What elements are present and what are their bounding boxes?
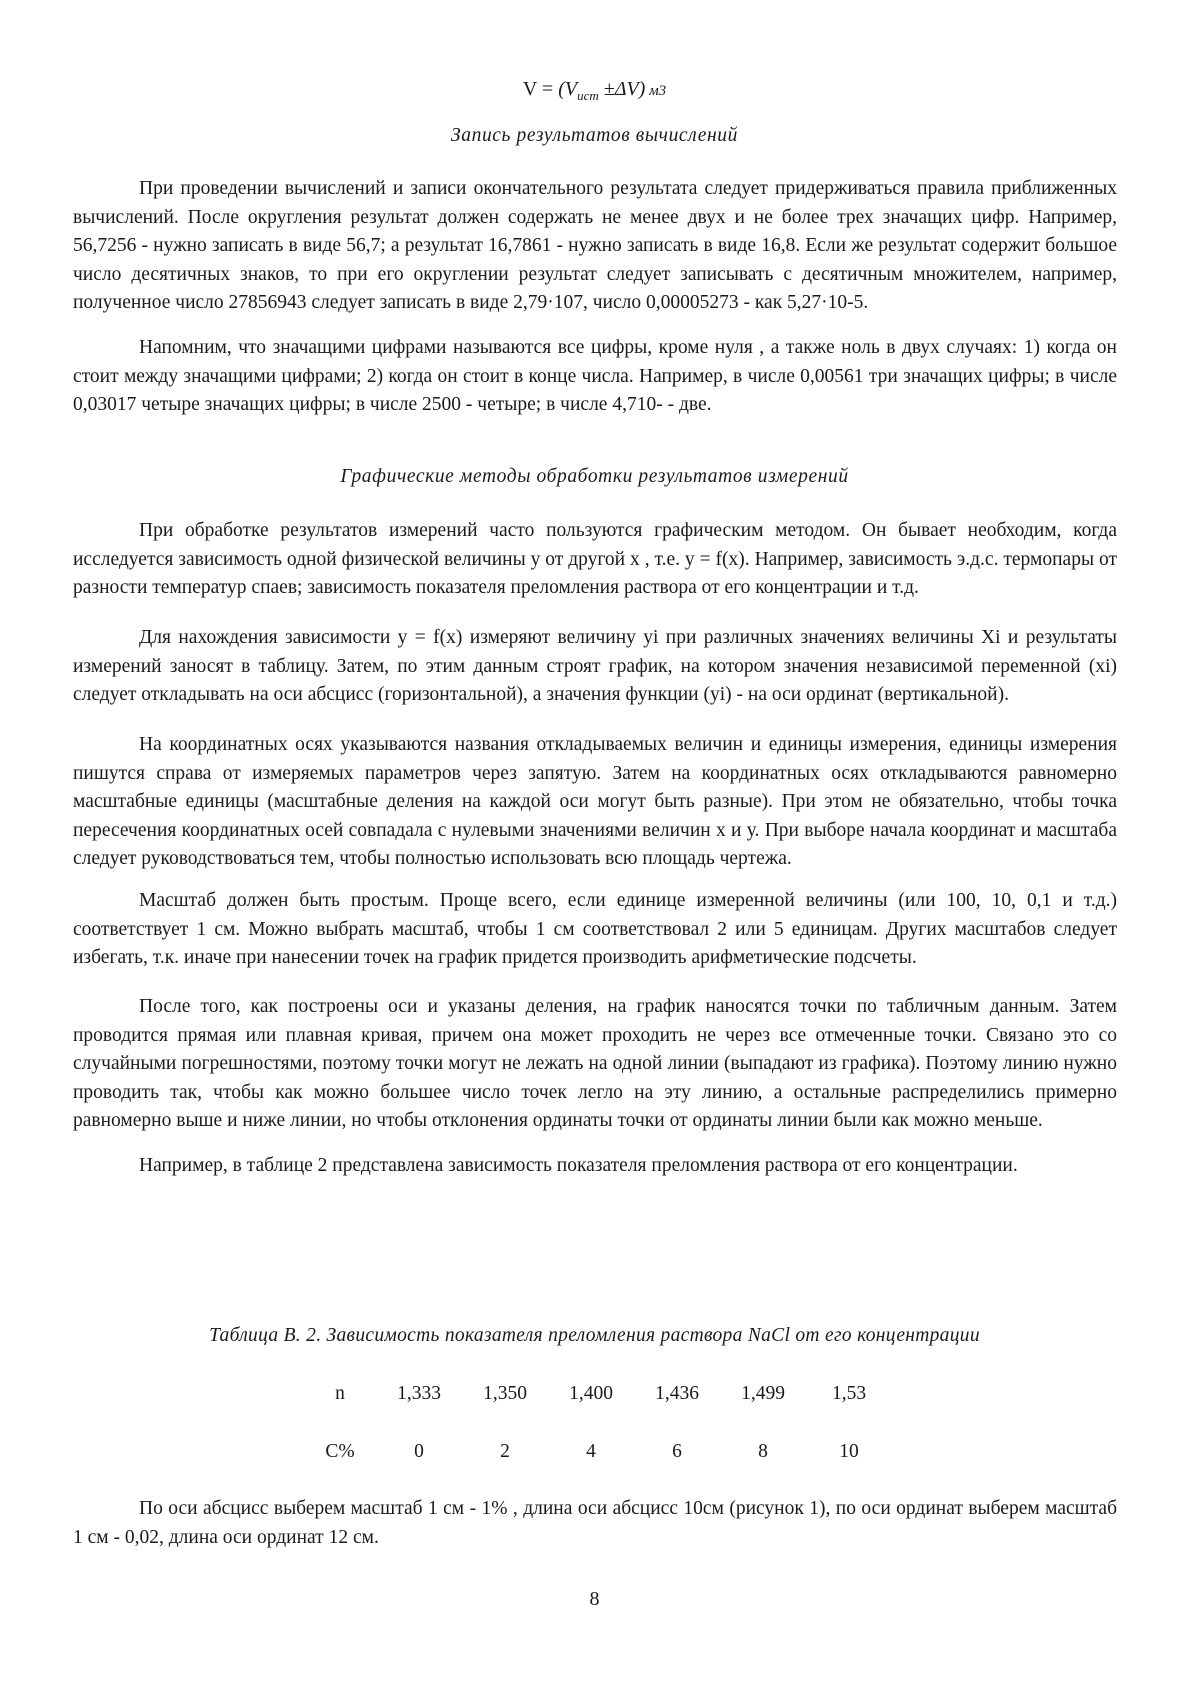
section-heading-results-recording: Запись результатов вычислений — [450, 125, 739, 146]
formula-subscript: ист — [577, 88, 599, 103]
formula-prefix: V = — [522, 78, 559, 100]
paragraph-graphical-method-intro: При обработке результатов измерений часто пользуются графическим методом. Он бывает необходим, когда исследуется зависимость одной физической величины у от другой х , т.е. у = f(x). Например, зависимость э.д.с. термопары от разности температур спаев; зависимость показателя преломления раствора от его концентрации и т.д. — [73, 520, 1117, 599]
table-cell: 6 — [672, 1441, 682, 1462]
table-cell: 1,350 — [483, 1383, 527, 1404]
table-cell: 0 — [414, 1441, 424, 1462]
formula-uncertainty: ±ΔV) — [598, 78, 646, 100]
table-row-n — [304, 1365, 892, 1423]
table-cell: 2 — [500, 1441, 510, 1462]
table-cell: 1,333 — [397, 1383, 441, 1404]
paragraph-plotting-points: После того, как построены оси и указаны деления, на график наносятся точки по табличным данным. Затем проводится прямая или плавная кривая, причем она может проходить не через все отмеченные точки. Связано это со случайными погрешностями, поэтому точки могут не лежать на одной линии (выпадают из графика). Поэтому линию нужно проводить так, чтобы как можно большее число точек легло на эту линию, а остальные распределились примерно равномерно выше и ниже линии, но чтобы отклонения ординаты точки от ординаты линии были как можно меньше. — [73, 996, 1117, 1132]
paragraph-scale-choice: По оси абсцисс выберем масштаб 1 см - 1% , длина оси абсцисс 10см (рисунок 1), по оси ординат выберем масштаб 1 см - 0,02, длина оси ординат 12 см. — [73, 1498, 1117, 1548]
formula-unit: м3 — [645, 83, 667, 99]
paragraph-scale: Масштаб должен быть простым. Проще всего, если единице измеренной величины (или 100, 10, 0,1 и т.д.) соответствует 1 см. Можно выбрать масштаб, чтобы 1 см соответствовал 2 или 5 единицам. Других масштабов следует избегать, т.к. иначе при нанесении точек на график придется производить арифметические подсчеты. — [73, 890, 1117, 969]
paragraph-dependency-measurement: Для нахождения зависимости у = f(x) измеряют величину уi при различных значениях величины Xi и результаты измерений заносят в таблицу. Затем, по этим данным строят график, на котором значения независимой переменной (xi) следует откладывать на оси абсцисс (горизонтальной), а значения функции (yi) - на оси ординат (вертикальной). — [73, 627, 1117, 706]
table-cell: 4 — [586, 1441, 596, 1462]
table-cell: 1,400 — [569, 1383, 613, 1404]
paragraph-significant-digits: Напомним, что значащими цифрами называются все цифры, кроме нуля , а также ноль в двух случаях: 1) когда он стоит между значащими цифрами; 2) когда он стоит в конце числа. Например, в числе 0,00561 три значащих цифры; в числе 0,03017 четыре значащих цифры; в числе 2500 - четыре; в числе 4,710- - две. — [73, 337, 1117, 416]
page-number: 8 — [589, 1588, 600, 1610]
paragraph-rounding-rules: При проведении вычислений и записи окончательного результата следует придерживаться правила приближенных вычислений. После округления результат должен содержать не менее двух и не более трех значащих цифр. Например, 56,7256 - нужно записать в виде 56,7; а результат 16,7861 - нужно записать в виде 16,8. Если же результат содержит большое число десятичных знаков, то при его округлении результат следует записывать с десятичным множителем, например, полученное число 27856943 следует записать в виде 2,79·107, число 0,00005273 - как 5,27·10-5. — [73, 178, 1117, 314]
table-cell: 8 — [758, 1441, 768, 1462]
table-caption: Таблица В. 2. Зависимость показателя преломления раствора NaCl от его концентрации — [209, 1325, 980, 1346]
table-cell: 1,53 — [831, 1383, 867, 1404]
paragraph-axes-labels: На координатных осях указываются названия откладываемых величин и единицы измерения, единицы измерения пишутся справа от измеряемых параметров через запятую. Затем на координатных осях откладываются равномерно масштабные единицы (масштабные деления на каждой оси могут быть разные). При этом не обязательно, чтобы точка пересечения координатных осей совпадала с нулевыми значениями величин х и у. При выборе начала координат и масштаба следует руководствоваться тем, чтобы полностью использовать всю площадь чертежа. — [73, 734, 1117, 870]
table-row-label: С% — [325, 1441, 355, 1462]
paragraph-table-reference: Например, в таблице 2 представлена зависимость показателя преломления раствора от его концентрации. — [139, 1155, 1018, 1176]
table-row-concentration — [304, 1423, 892, 1481]
volume-formula — [0, 78, 1189, 104]
table-cell: 1,499 — [741, 1383, 785, 1404]
table-cell: 10 — [839, 1441, 859, 1462]
table-cell: 1,436 — [655, 1383, 699, 1404]
refraction-table — [304, 1365, 892, 1481]
section-heading-graphical-methods: Графические методы обработки результатов измерений — [340, 466, 849, 487]
table-row-label: n — [335, 1383, 345, 1404]
formula-expression: (V — [558, 78, 578, 100]
